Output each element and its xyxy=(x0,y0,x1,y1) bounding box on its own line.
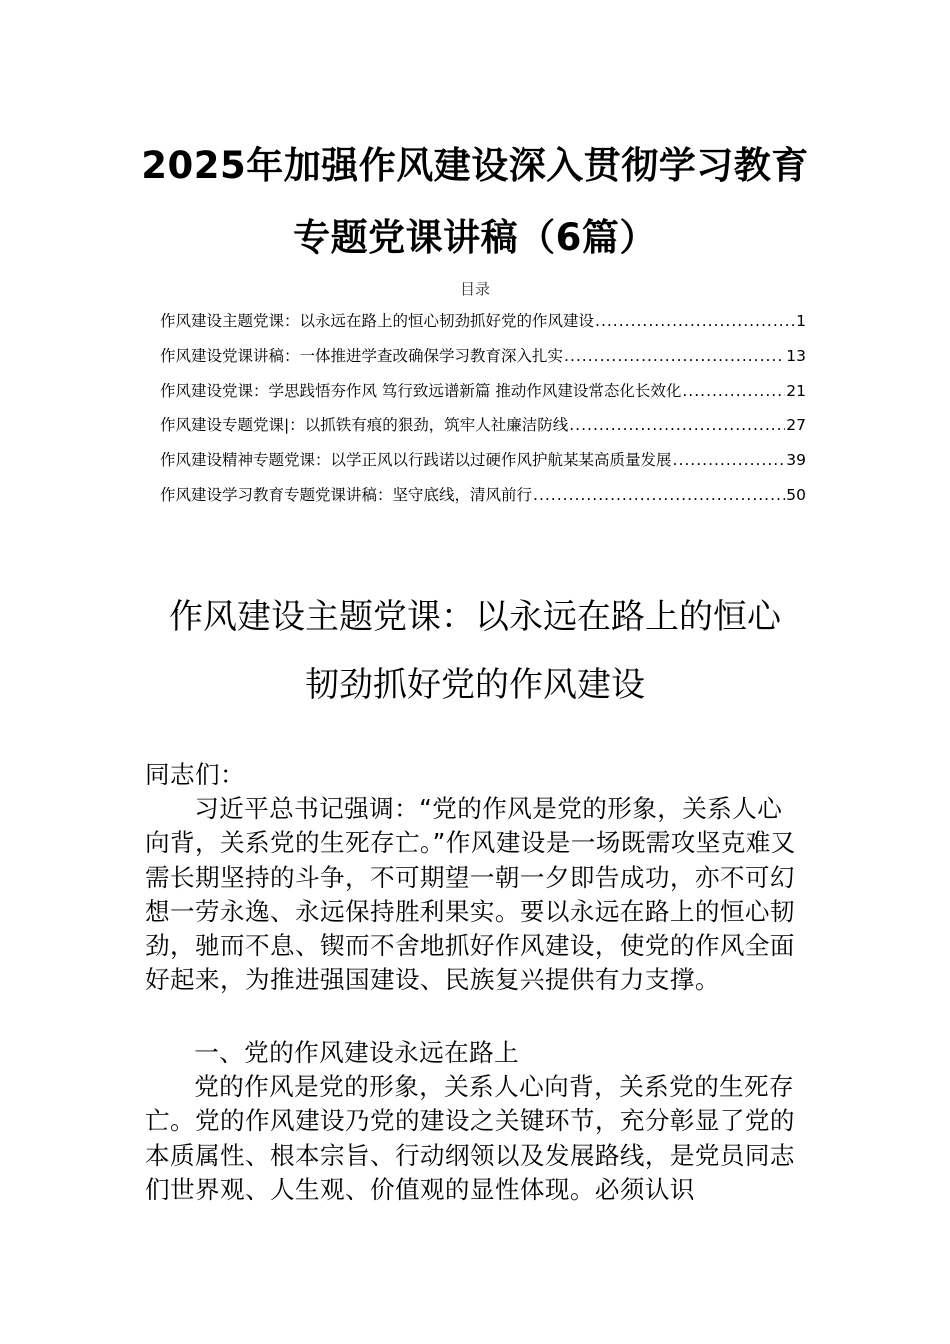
toc-entry[interactable] xyxy=(160,483,806,518)
toc-heading: 目录 xyxy=(459,280,490,298)
toc-leader-dots xyxy=(569,416,785,434)
toc-entry-page: 21 xyxy=(786,381,806,400)
section-title-line-1: 作风建设主题党课：以永远在路上的恒心 xyxy=(169,597,781,637)
toc-leader-dots xyxy=(533,486,785,504)
table-of-contents xyxy=(160,309,806,518)
salutation: 同志们： xyxy=(145,760,245,789)
toc-entry-page: 1 xyxy=(796,312,806,330)
body-paragraph: 党的作风是党的形象，关系人心向背，关系党的生死存亡。党的作风建设乃党的建设之关键环节，充分彰显了党的本质属性、根本宗旨、行动纲领以及发展路线，是党员同志们世界观、人生观、价值观的显性体现。必须认识 xyxy=(145,1072,795,1204)
toc-entry-title: 作风建设精神专题党课：以学正风以行践诺以过硬作风护航某某高质量发展 xyxy=(160,451,672,470)
toc-entry[interactable] xyxy=(160,379,806,414)
toc-entry-title: 作风建设专题党课|：以抓铁有痕的狠劲，筑牢人社廉洁防线 xyxy=(160,416,569,435)
toc-entry-title: 作风建设党课：学思践悟夯作风 笃行致远谱新篇 推动作风建设常态化长效化 xyxy=(160,381,682,400)
toc-entry[interactable] xyxy=(160,413,806,448)
toc-entry-title: 作风建设学习教育专题党课讲稿：坚守底线，清风前行 xyxy=(160,485,533,504)
toc-entry[interactable] xyxy=(160,448,806,483)
toc-leader-dots xyxy=(673,451,786,469)
toc-entry[interactable] xyxy=(160,344,806,379)
document-title-line-2: 专题党课讲稿（6篇） xyxy=(293,216,657,259)
toc-entry-page: 13 xyxy=(786,346,806,365)
toc-entry-page: 39 xyxy=(786,451,806,470)
toc-entry[interactable] xyxy=(160,309,806,344)
subsection-heading: 一、党的作风建设永远在路上 xyxy=(194,1038,520,1067)
toc-entry-title: 作风建设党课讲稿：一体推进学查改确保学习教育深入扎实 xyxy=(160,346,564,365)
toc-entry-page: 27 xyxy=(786,416,806,435)
body-paragraph: 习近平总书记强调：“党的作风是党的形象，关系人心向背，关系党的生死存亡。”作风建设是一场既需攻坚克难又需长期坚持的斗争，不可期望一朝一夕即告成功，亦不可幻想一劳永逸、永远保持胜利果实。要以永远在路上的恒心韧劲，驰而不息、锲而不舍地抓好作风建设，使党的作风全面好起来，为推进强国建设、民族复兴提供有力支撑。 xyxy=(145,794,796,995)
toc-entry-title: 作风建设主题党课：以永远在路上的恒心韧劲抓好党的作风建设 xyxy=(160,312,595,330)
toc-leader-dots xyxy=(682,382,785,400)
toc-entry-page: 50 xyxy=(786,485,806,504)
section-title-line-2: 韧劲抓好党的作风建设 xyxy=(305,665,645,705)
document-title-line-1: 2025年加强作风建设深入贯彻学习教育 xyxy=(141,144,809,187)
toc-leader-dots xyxy=(595,312,795,330)
toc-leader-dots xyxy=(564,347,785,365)
